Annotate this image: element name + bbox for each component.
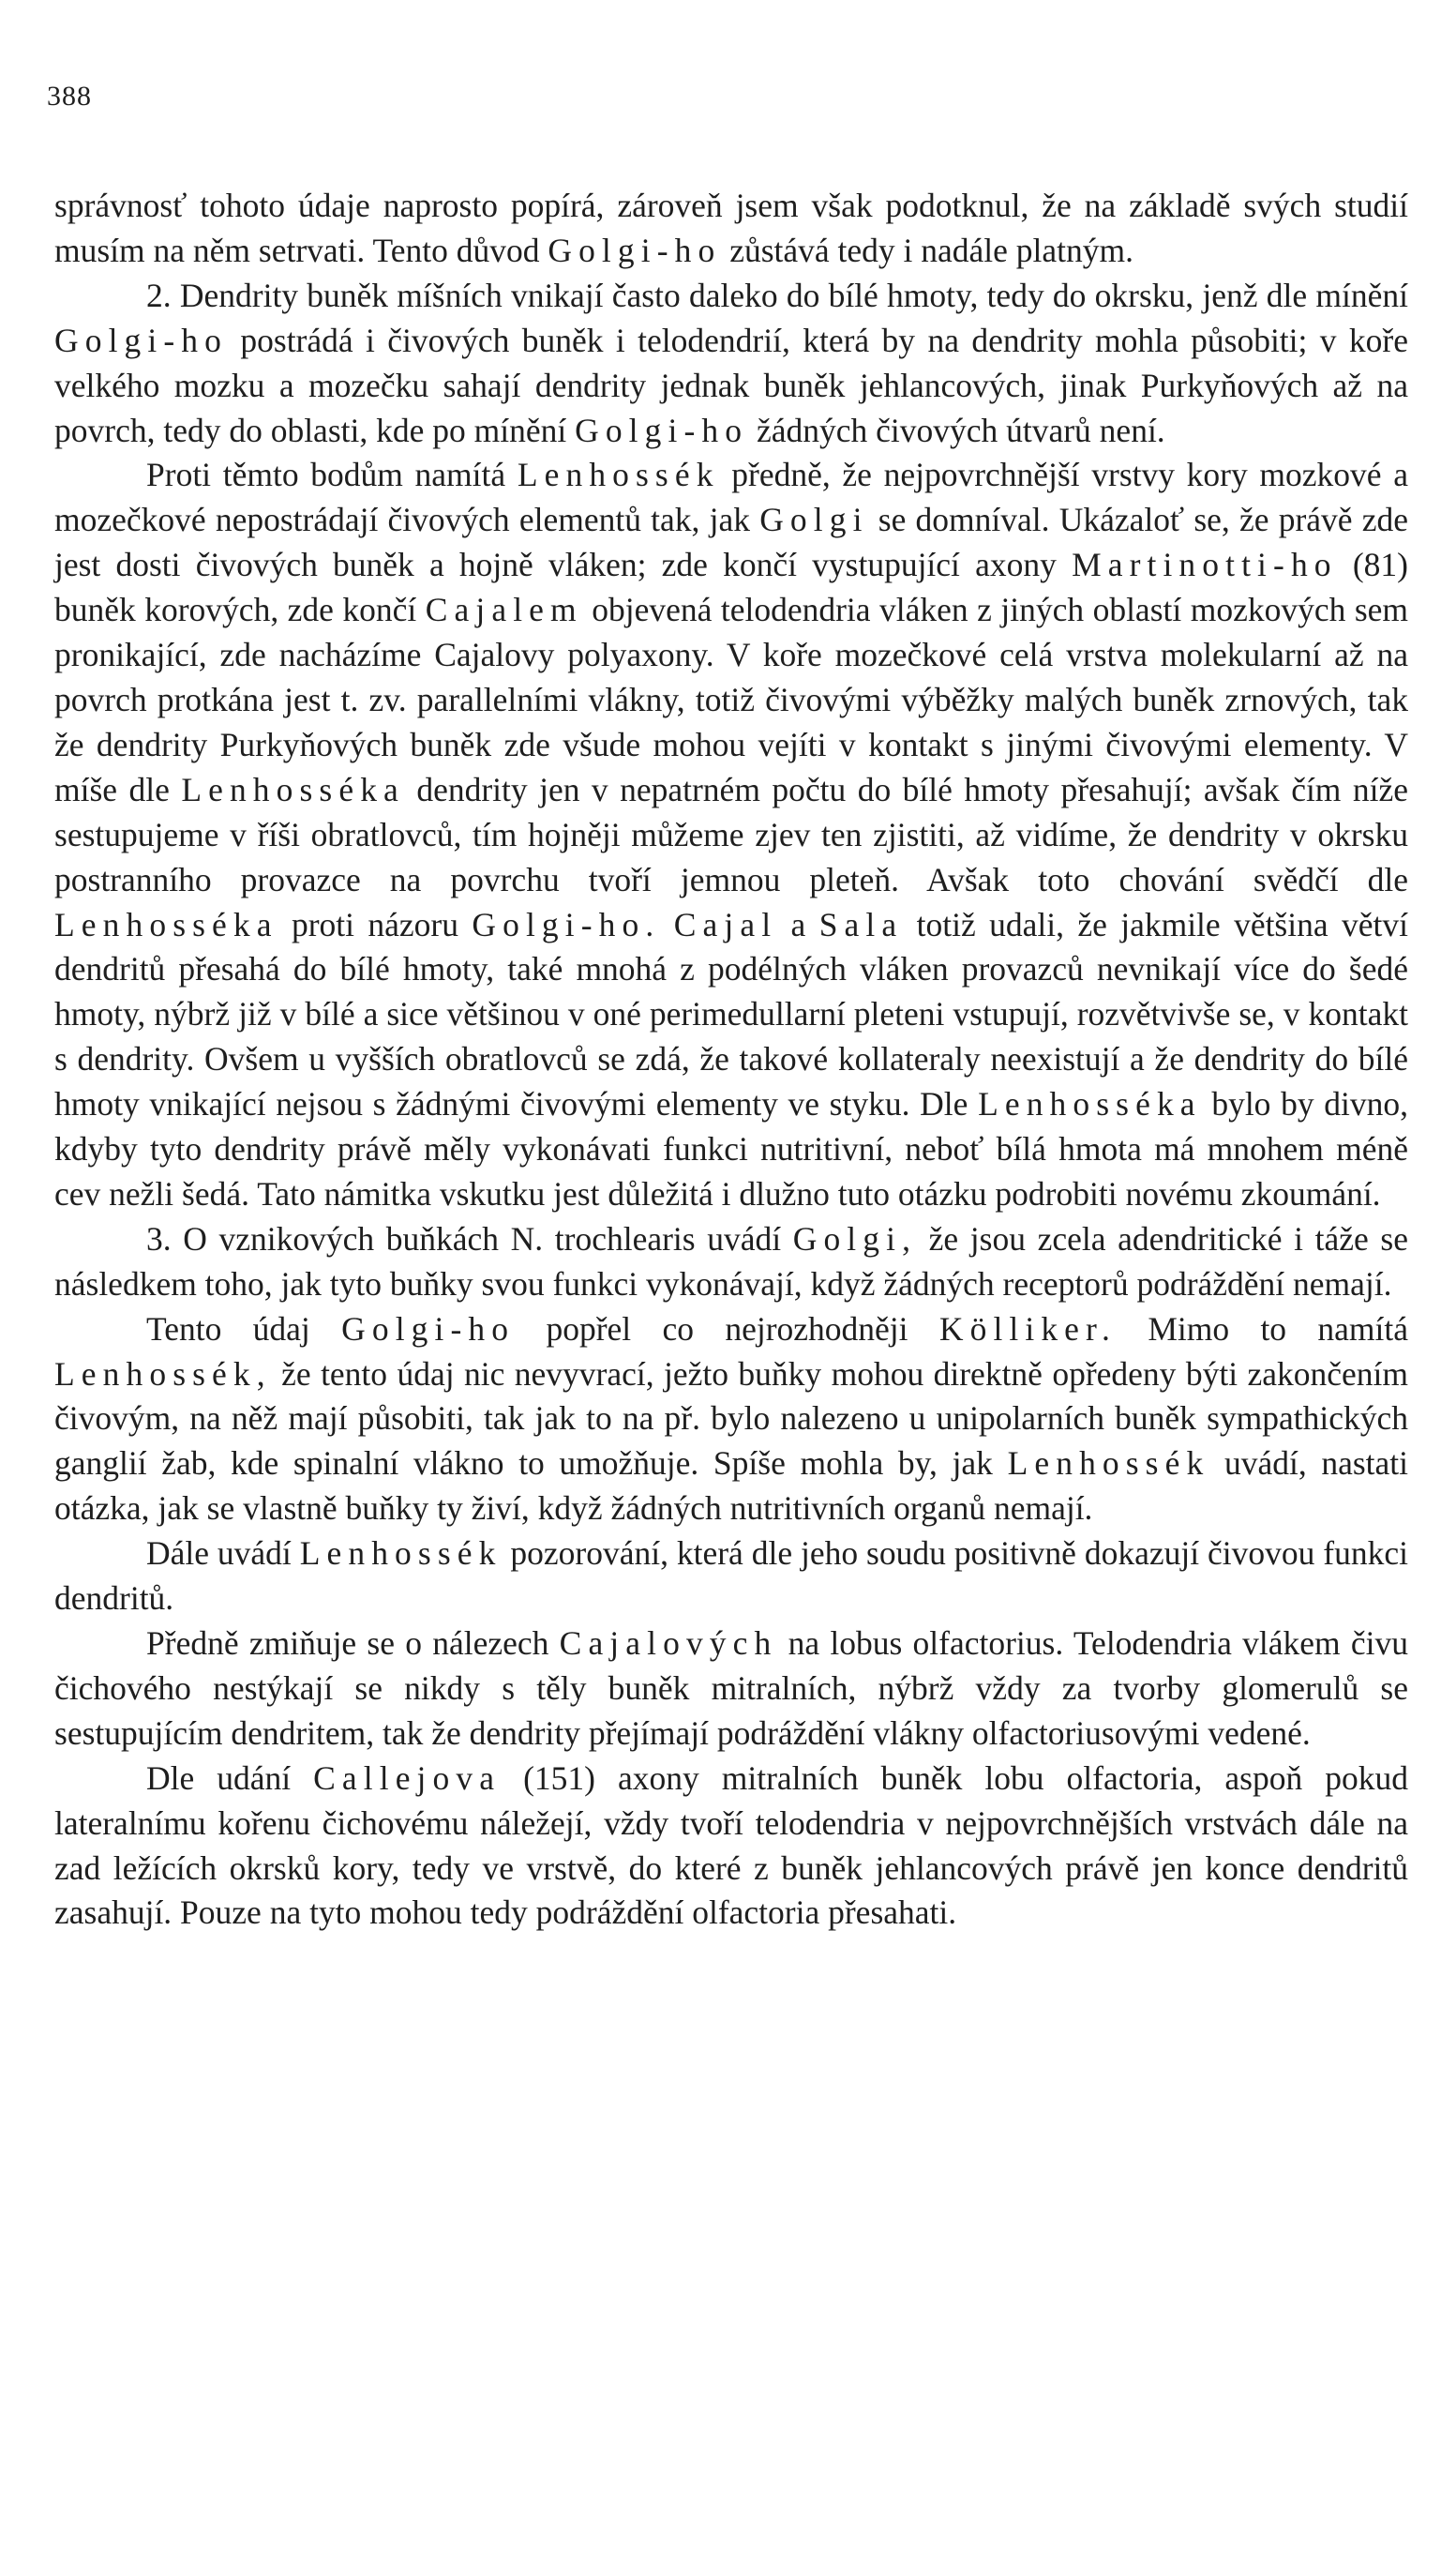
text-run: se domníval. Ukázaloť se, že právě zde jest dosti čivových buněk a hojně vláken; zde končí vystupující axony bbox=[54, 501, 1408, 584]
spaced-name: Golgi, bbox=[792, 1219, 918, 1258]
text-run: Proti těmto bodům namítá bbox=[146, 456, 518, 494]
text-run: pozorování, která dle jeho soudu positivně dokazují čivovou funkci dendritů. bbox=[54, 1534, 1408, 1618]
spaced-name: Golgi bbox=[759, 501, 869, 539]
text-run: bylo by divno, kdyby tyto dendrity právě měly vykonávati funkci nutritivní, neboť bílá hmota má mnohem méně cev nežli šedá. Tato námitka vskutku jest důležitá i dlužno tuto otázku podrobiti novému zkoumání. bbox=[54, 1085, 1408, 1213]
page-text bbox=[54, 184, 1408, 1936]
page-number: 388 bbox=[47, 81, 92, 112]
text-run: že tento údaj nic nevyvrací, ježto buňky mohou direktně opředeny býti zakončením čivovým, na něž mají působiti, tak jak to na př. bylo nalezeno u unipolarních buněk sympathických ganglií žab, kde spinalní vlákno to umožňuje. Spíše mohla by, jak bbox=[54, 1354, 1408, 1483]
paragraph bbox=[54, 1621, 1408, 1757]
spaced-name: Callejova bbox=[313, 1758, 502, 1797]
text-run: Tento údaj bbox=[146, 1309, 342, 1348]
text-run: 2. Dendrity buněk míšních vnikají často daleko do bílé hmoty, tedy do okrsku, jenž dle mínění bbox=[146, 276, 1408, 314]
text-run: objevená telodendria vláken z jiných oblastí mozkových sem pronikající, zde nacházíme Cajalovy polyaxony. V koře mozečkové celá vrstva molekularní až na povrch protkána jest t. zv. parallelními vlákny, totiž čivovými výběžky malých buněk zrnových, tak že dendrity Purkyňových buněk zde všude mohou vejíti v kontakt s jinými čivovými elementy. V míše dle bbox=[54, 591, 1408, 808]
text-run: popřel co nejrozhodněji bbox=[515, 1309, 939, 1348]
text-run: 3. O vznikových buňkách N. trochlearis uvádí bbox=[146, 1219, 793, 1258]
text-run bbox=[660, 906, 673, 943]
spaced-name: Lenhossék bbox=[1007, 1444, 1210, 1483]
paragraph bbox=[54, 1217, 1408, 1307]
text-run: (81) buněk korových, zde končí bbox=[54, 546, 1408, 629]
text-run: Mimo to namítá bbox=[1116, 1309, 1408, 1348]
spaced-name: Sala bbox=[818, 905, 904, 943]
text-run: Dle udání bbox=[146, 1758, 314, 1797]
text-run: Předně zmiňuje se o nálezech bbox=[146, 1624, 560, 1662]
spaced-name: Golgi-ho. bbox=[472, 905, 661, 943]
text-run: postrádá i čivových buněk i telodendrií, která by na dendrity mohla působiti; v koře velkého mozku a mozečku sahají dendrity jednak buněk jehlancových, jinak Purkyňových až na povrch, tedy do oblasti, kde po mínění bbox=[54, 321, 1408, 449]
spaced-name: Lenhossék, bbox=[54, 1354, 272, 1393]
paragraph bbox=[54, 1757, 1408, 1937]
text-run: zůstává tedy i nadále platným. bbox=[721, 231, 1134, 269]
spaced-name: Lenhosséka bbox=[54, 905, 278, 943]
text-run: na lobus olfactorius. Telodendria vlákem čivu čichového nestýkají se nikdy s těly buněk mitralních, nýbrž vždy za tvorby glomerulů se sestupujícím dendritem, tak že dendrity přejímají podráždění vlákny olfactoriusovými vedené. bbox=[54, 1624, 1408, 1752]
text-run: správnosť tohoto údaje naprosto popírá, zároveň jsem však podotknul, že na základě svých studií musím na něm setrvati. Tento důvod bbox=[54, 187, 1408, 269]
text-run: předně, že nejpovrchnější vrstvy kory mozkové a mozečkové nepostrádají čivových elementů tak, jak bbox=[54, 456, 1408, 539]
spaced-name: Lenhosséka bbox=[181, 770, 405, 808]
spaced-name: Lenhossék bbox=[299, 1534, 503, 1573]
paragraph bbox=[54, 274, 1408, 454]
text-run: Dále uvádí bbox=[146, 1534, 300, 1573]
paragraph bbox=[54, 1531, 1408, 1621]
spaced-name: Cajal bbox=[673, 905, 778, 943]
text-run: uvádí, nastati otázka, jak se vlastně buňky ty živí, když žádných nutritivních organů nemají. bbox=[54, 1444, 1408, 1528]
spaced-name: Golgi-ho bbox=[548, 231, 722, 269]
spaced-name: Cajalových bbox=[559, 1624, 778, 1662]
text-run: totiž udali, že jakmile většina větví dendritů přesahá do bílé hmoty, také mnohá z podélných vláken provazců nevnikají více do šedé hmoty, nýbrž již v bílé a sice většinou v oné perimedullarní pleteni vstupují, rozvětvivše se, v kontakt s dendrity. Ovšem u vyšších obratlovců se zdá, že takové kollateraly neexistují a že dendrity do bílé hmoty vnikající nejsou s žádnými čivovými elementy ve styku. Dle bbox=[54, 905, 1408, 1124]
text-run: proti názoru bbox=[278, 905, 473, 943]
paragraph bbox=[54, 1307, 1408, 1532]
spaced-name: Golgi-ho bbox=[575, 411, 749, 449]
spaced-name: Kölliker. bbox=[938, 1309, 1117, 1348]
text-run: dendrity jen v nepatrném počtu do bílé hmoty přesahují; avšak čím níže sestupujeme v říši obratlovců, tím hojněji můžeme zjev ten zjistiti, až vidíme, že dendrity v okrsku postranního provazce na povrchu tvoří jemnou pleteň. Avšak toto chování svědčí dle bbox=[54, 770, 1408, 898]
spaced-name: Golgi-ho bbox=[341, 1309, 516, 1348]
spaced-name: Lenhossék bbox=[517, 456, 720, 494]
spaced-name: Martinotti-ho bbox=[1072, 546, 1338, 584]
text-run: a bbox=[777, 905, 819, 943]
spaced-name: Cajalem bbox=[425, 591, 583, 629]
spaced-name: Lenhosséka bbox=[978, 1085, 1202, 1124]
text-run: (151) axony mitralních buněk lobu olfactoria, aspoň pokud lateralnímu kořenu čichovému náležejí, vždy tvoří telodendria v nejpovrchnějších vrstvách dále na zad ležících okrsků kory, tedy ve vrstvě, do které z buněk jehlancových právě jen konce dendritů zasahují. Pouze na tyto mohou tedy podráždění olfactoria přesahati. bbox=[54, 1758, 1408, 1932]
text-run: žádných čivových útvarů není. bbox=[748, 411, 1165, 449]
spaced-name: Golgi-ho bbox=[54, 321, 228, 359]
paragraph bbox=[54, 184, 1408, 274]
text-run: že jsou zcela adendritické i táže se následkem toho, jak tyto buňky svou funkci vykonávají, když žádných receptorů podráždění nemají. bbox=[54, 1219, 1408, 1303]
paragraph bbox=[54, 453, 1408, 1216]
